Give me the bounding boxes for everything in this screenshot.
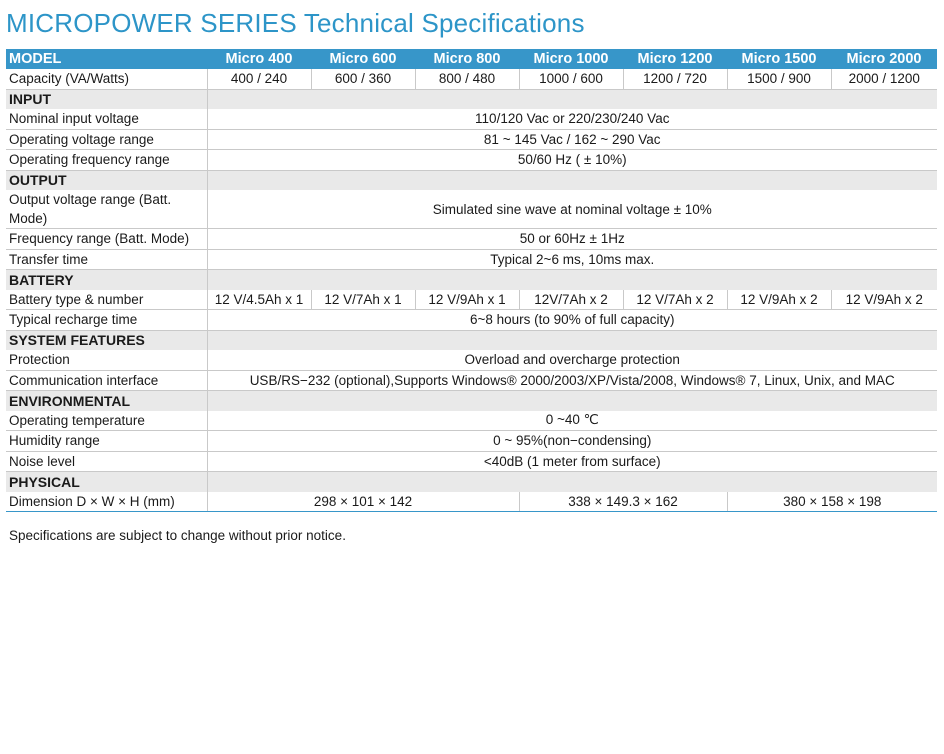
model-name: Micro 1500	[727, 49, 831, 69]
section-fill	[207, 170, 937, 190]
model-name: Micro 1000	[519, 49, 623, 69]
model-name: Micro 800	[415, 49, 519, 69]
spec-row	[6, 310, 937, 331]
spec-row	[6, 411, 937, 431]
section-fill	[207, 391, 937, 411]
model-name: Micro 600	[311, 49, 415, 69]
spec-row	[6, 150, 937, 171]
row-label: Battery type & number	[6, 290, 207, 310]
section-fill	[207, 270, 937, 290]
model-header-label: MODEL	[6, 49, 207, 69]
model-name: Micro 1200	[623, 49, 727, 69]
dimension-value: 338 × 149.3 × 162	[519, 492, 727, 512]
battery-type-value: 12 V/9Ah x 2	[831, 290, 937, 310]
model-name: Micro 400	[207, 49, 311, 69]
section-title: BATTERY	[6, 270, 207, 290]
section-fill	[207, 472, 937, 492]
row-value: 6~8 hours (to 90% of full capacity)	[207, 310, 937, 331]
spec-row	[6, 431, 937, 452]
row-label: Nominal input voltage	[6, 109, 207, 129]
section-title: INPUT	[6, 89, 207, 109]
footnote: Specifications are subject to change without prior notice.	[9, 528, 346, 543]
battery-type-value: 12 V/7Ah x 1	[311, 290, 415, 310]
row-label: Frequency range (Batt. Mode)	[6, 229, 207, 250]
row-value: <40dB (1 meter from surface)	[207, 451, 937, 472]
row-value: Simulated sine wave at nominal voltage ± 10%	[207, 190, 937, 229]
section-title: SYSTEM FEATURES	[6, 330, 207, 350]
battery-type-value: 12 V/9Ah x 2	[727, 290, 831, 310]
row-value: 110/120 Vac or 220/230/240 Vac	[207, 109, 937, 129]
section-header-environmental	[6, 391, 937, 411]
capacity-value: 400 / 240	[207, 69, 311, 89]
dimension-value: 298 × 101 × 142	[207, 492, 519, 512]
spec-row	[6, 451, 937, 472]
row-label: Output voltage range (Batt. Mode)	[6, 190, 207, 229]
row-value: Overload and overcharge protection	[207, 350, 937, 370]
section-header-input	[6, 89, 937, 109]
row-label: Communication interface	[6, 370, 207, 391]
dimension-value: 380 × 158 × 198	[727, 492, 937, 512]
capacity-value: 1000 / 600	[519, 69, 623, 89]
battery-type-value: 12 V/7Ah x 2	[623, 290, 727, 310]
battery-type-row	[6, 290, 937, 310]
model-name: Micro 2000	[831, 49, 937, 69]
page-title: MICROPOWER SERIES Technical Specifications	[6, 8, 585, 38]
capacity-row	[6, 69, 937, 89]
row-value: 0 ~40 ℃	[207, 411, 937, 431]
row-label: Typical recharge time	[6, 310, 207, 331]
spec-row	[6, 190, 937, 229]
section-header-battery	[6, 270, 937, 290]
row-value: 50 or 60Hz ± 1Hz	[207, 229, 937, 250]
row-label: Noise level	[6, 451, 207, 472]
section-header-system-features	[6, 330, 937, 350]
spec-row	[6, 249, 937, 270]
capacity-value: 600 / 360	[311, 69, 415, 89]
section-title: ENVIRONMENTAL	[6, 391, 207, 411]
row-label: Operating frequency range	[6, 150, 207, 171]
section-fill	[207, 330, 937, 350]
capacity-value: 800 / 480	[415, 69, 519, 89]
battery-type-value: 12 V/4.5Ah x 1	[207, 290, 311, 310]
row-label: Humidity range	[6, 431, 207, 452]
row-value: USB/RS−232 (optional),Supports Windows® 2000/2003/XP/Vista/2008, Windows® 7, Linux, Unix, and MAC	[207, 370, 937, 391]
row-value: 0 ~ 95%(non−condensing)	[207, 431, 937, 452]
section-header-output	[6, 170, 937, 190]
row-label: Protection	[6, 350, 207, 370]
section-title: PHYSICAL	[6, 472, 207, 492]
row-value: 50/60 Hz ( ± 10%)	[207, 150, 937, 171]
section-header-physical	[6, 472, 937, 492]
dimension-row	[6, 492, 937, 512]
row-label: Operating temperature	[6, 411, 207, 431]
model-header-row	[6, 49, 937, 69]
capacity-value: 2000 / 1200	[831, 69, 937, 89]
row-label: Dimension D × W × H (mm)	[6, 492, 207, 512]
capacity-value: 1500 / 900	[727, 69, 831, 89]
spec-row	[6, 229, 937, 250]
spec-row	[6, 370, 937, 391]
row-label: Transfer time	[6, 249, 207, 270]
section-fill	[207, 89, 937, 109]
row-value: Typical 2~6 ms, 10ms max.	[207, 249, 937, 270]
row-label: Operating voltage range	[6, 129, 207, 150]
spec-row	[6, 129, 937, 150]
row-label: Capacity (VA/Watts)	[6, 69, 207, 89]
battery-type-value: 12V/7Ah x 2	[519, 290, 623, 310]
spec-row	[6, 109, 937, 129]
spec-row	[6, 350, 937, 370]
battery-type-value: 12 V/9Ah x 1	[415, 290, 519, 310]
row-value: 81 ~ 145 Vac / 162 ~ 290 Vac	[207, 129, 937, 150]
capacity-value: 1200 / 720	[623, 69, 727, 89]
specifications-table	[6, 49, 937, 512]
section-title: OUTPUT	[6, 170, 207, 190]
